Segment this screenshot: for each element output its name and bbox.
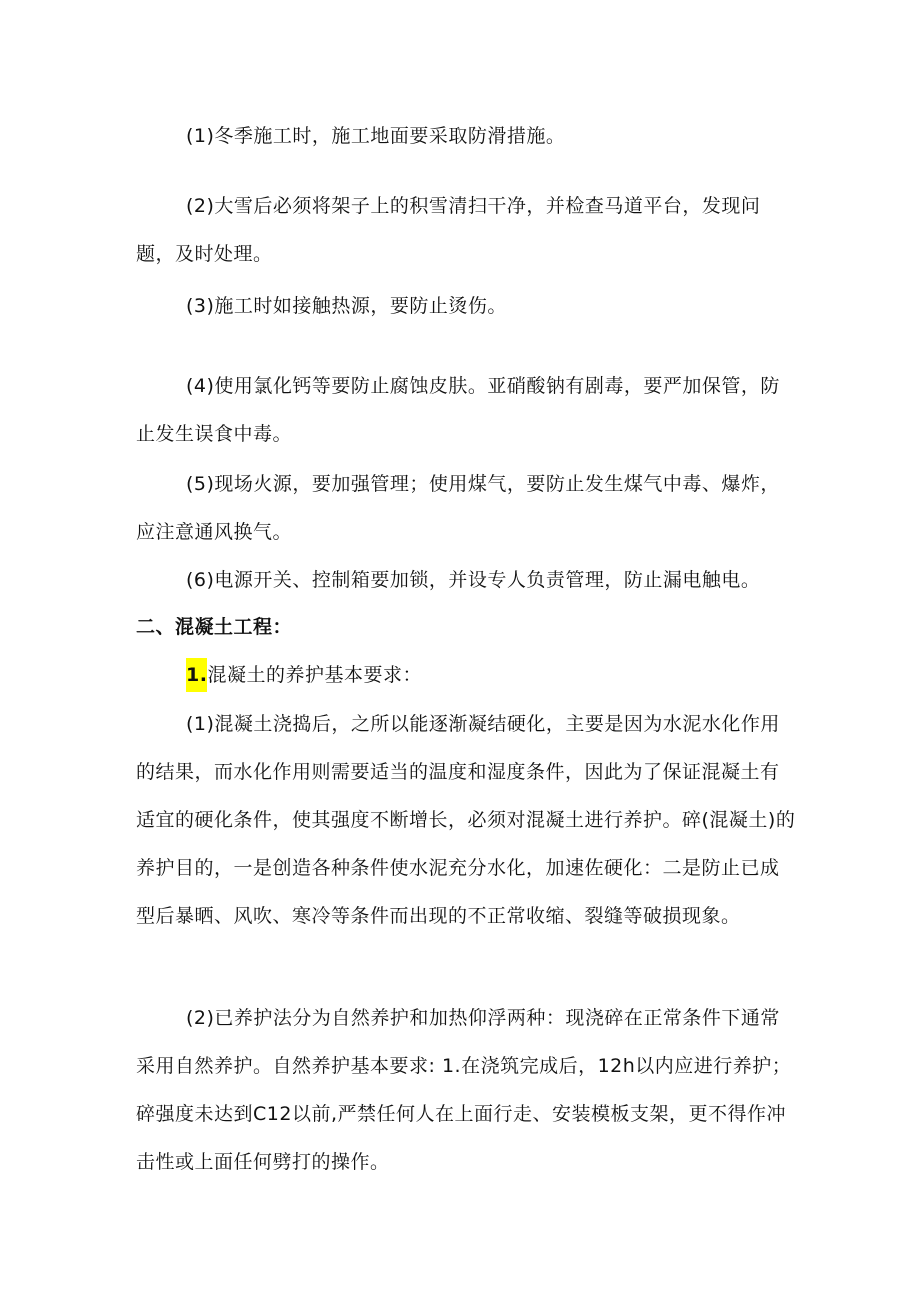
highlighted-number: 1. (186, 658, 207, 692)
paragraph-power-lock: (6)电源开关、控制箱要加锁，并设专人负责管理，防止漏电触电。 (186, 569, 761, 591)
paragraph-curing-purpose: (1)混凝土浇捣后，之所以能逐渐凝结硬化，主要是因为水泥水化作用的结果，而水化作用则需要适当的温度和湿度条件，因此为了保证混凝土有适宜的硬化条件，使其强度不断增长，必须对混凝土进行养护。碎(混凝土)的养护目的，一是创造各种条件使水泥充分水化，加速佐硬化：二是防止已成型后暴晒、风吹、寒冷等条件而出现的不正常收缩、裂缝等破损现象。 (136, 713, 796, 927)
subheading-curing-requirements (186, 660, 422, 690)
paragraph-snow-cleanup: (2)大雪后必须将架子上的积雪清扫干净，并检查马道平台，发现问题，及时处理。 (136, 195, 761, 265)
paragraph-natural-curing: (2)已养护法分为自然养护和加热仰浮两种：现浇碎在正常条件下通常采用自然养护。自然养护基本要求: 1.在浇筑完成后，12h以内应进行养护；碎强度未达到C12以前,严禁任何人在上面行走、安装模板支架，更不得作冲击性或上面任何劈打的操作。 (136, 1007, 792, 1173)
section-heading-concrete: 二、混凝土工程： (136, 616, 293, 638)
paragraph-chemical-safety: (4)使用氯化钙等要防止腐蚀皮肤。亚硝酸钠有剧毒，要严加保管，防止发生误食中毒。 (136, 375, 780, 445)
paragraph-fire-gas: (5)现场火源，要加强管理；使用煤气，要防止发生煤气中毒、爆炸，应注意通风换气。 (136, 473, 780, 543)
subheading-text: 混凝土的养护基本要求： (207, 664, 422, 686)
paragraph-heat-burns: (3)施工时如接触热源，要防止烫伤。 (186, 295, 507, 317)
paragraph-winter-antislip: (1)冬季施工时，施工地面要采取防滑措施。 (186, 125, 566, 147)
